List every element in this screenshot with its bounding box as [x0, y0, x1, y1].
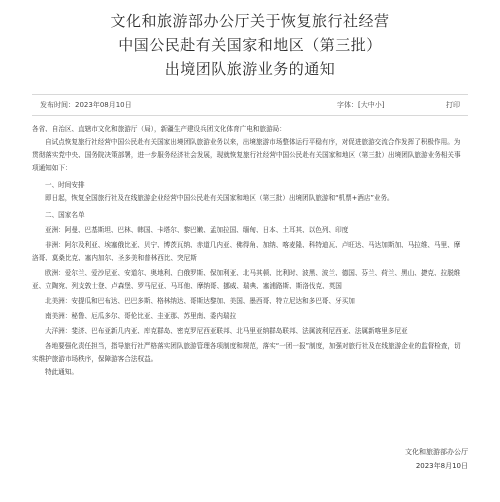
intro-paragraph: 自试点恢复旅行社经营中国公民赴有关国家出境团队旅游业务以来，出境旅游市场整体运行平稳有序，对促进旅游交流合作发挥了积极作用。为贯彻落实党中央、国务院决策部署，进一步服务经济社会发展，现就恢复旅行社经营中国公民赴有关国家和地区（第三批）出境团队旅游业务相关事项通知如下： — [32, 138, 461, 172]
font-size-label: 字体： — [337, 101, 358, 109]
font-size-medium-link[interactable]: 中 — [367, 101, 375, 109]
signature-org: 文化和旅游部办公厅 — [405, 448, 468, 456]
print-link[interactable]: 打印 — [446, 101, 460, 109]
section-heading-schedule: 一、时间安排 — [45, 181, 85, 189]
title-line-2: 中国公民赴有关国家和地区（第三批） — [118, 36, 382, 54]
notice-body — [32, 123, 464, 379]
salutation: 各省、自治区、直辖市文化和旅游厅（局），新疆生产建设兵团文化体育广电和旅游局： — [32, 125, 286, 133]
font-size-switcher: 字体：[大中小] — [337, 101, 385, 109]
closing-paragraph: 各地要强化责任担当，指导旅行社严格落实团队旅游管理各项制度和规范，落实“一团一报”制度，加强对旅行社及在线旅游企业的监督检查，切实维护旅游市场秩序，保障游客合法权益。 — [32, 342, 461, 363]
schedule-paragraph: 即日起，恢复全国旅行社及在线旅游企业经营中国公民赴有关国家和地区（第三批）出境团队旅游和“机票+酒店”业务。 — [45, 194, 394, 202]
region-north-america: 北美洲：安提瓜和巴布达、巴巴多斯、格林纳达、哥斯达黎加、美国、墨西哥、特立尼达和多巴哥、牙买加 — [45, 297, 355, 305]
publish-date: 发布时间：2023年08月10日 — [40, 101, 132, 109]
region-africa: 非洲：阿尔及利亚、埃塞俄比亚、贝宁、博茨瓦纳、赤道几内亚、佛得角、加纳、喀麦隆、科特迪瓦、卢旺达、马达加斯加、马拉维、马里、摩洛哥、莫桑比克、塞内加尔、圣多美和普林西比、突尼斯 — [32, 241, 461, 262]
region-oceania: 大洋洲：斐济、巴布亚新几内亚、库克群岛、密克罗尼西亚联邦、北马里亚纳群岛联邦、法属波利尼西亚、法属新喀里多尼亚 — [45, 327, 408, 335]
region-south-america: 南美洲：秘鲁、厄瓜多尔、哥伦比亚、圭亚那、苏里南、委内瑞拉 — [45, 312, 237, 320]
title-line-1: 文化和旅游部办公厅关于恢复旅行社经营 — [110, 12, 390, 30]
signature-date: 2023年8月10日 — [415, 462, 468, 470]
signature-block — [0, 445, 468, 473]
font-size-large-link[interactable]: 大 — [360, 101, 368, 109]
notice-title — [0, 9, 500, 81]
meta-bar — [32, 94, 468, 116]
notice-ending: 特此通知。 — [45, 368, 78, 376]
section-heading-country-list: 二、国家名单 — [45, 211, 85, 219]
font-size-small-link[interactable]: 小 — [374, 101, 382, 109]
region-asia: 亚洲：阿曼、巴基斯坦、巴林、韩国、卡塔尔、黎巴嫩、孟加拉国、缅甸、日本、土耳其、以色列、印度 — [45, 226, 349, 234]
title-line-3: 出境团队旅游业务的通知 — [164, 60, 336, 78]
region-europe: 欧洲：爱尔兰、爱沙尼亚、安道尔、奥地利、白俄罗斯、保加利亚、北马其顿、比利时、波黑、波兰、德国、芬兰、荷兰、黑山、捷克、拉脱维亚、立陶宛、列支敦士登、卢森堡、罗马尼亚、马耳他、摩纳哥、挪威、瑞典、塞浦路斯、斯洛伐克、英国 — [32, 269, 461, 290]
